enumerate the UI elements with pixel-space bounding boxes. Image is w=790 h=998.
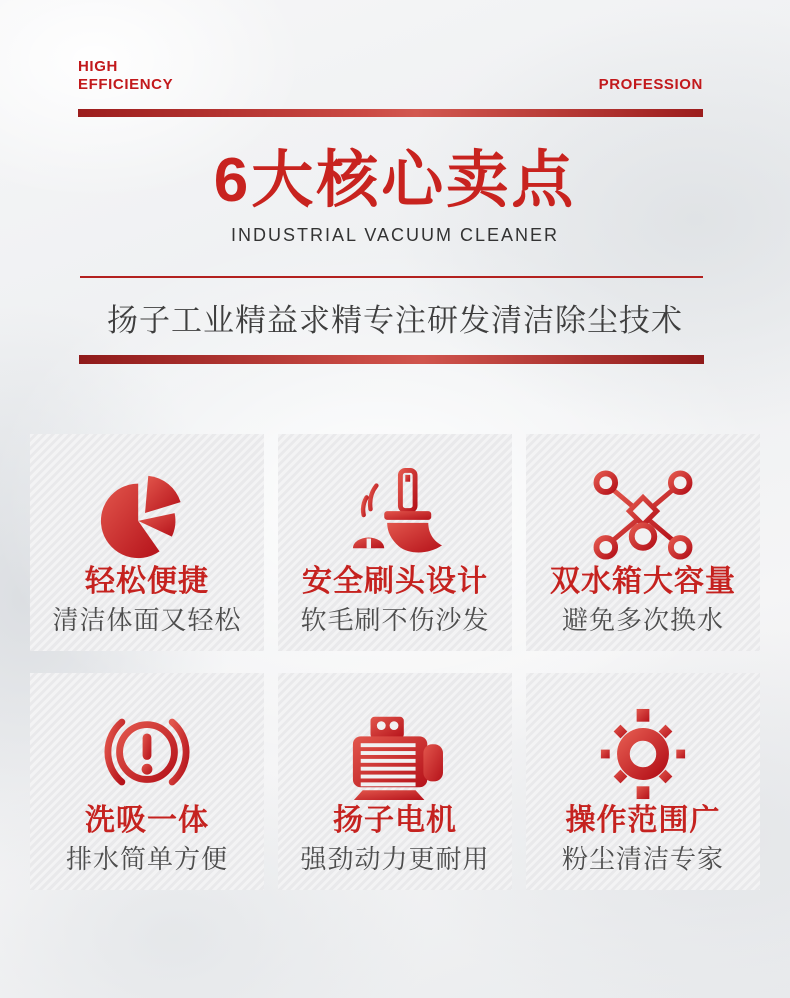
feature-desc: 粉尘清洁专家 bbox=[561, 844, 724, 874]
feature-card-wash-suction bbox=[30, 673, 264, 890]
feature-card-dual-tank bbox=[526, 434, 760, 651]
pie-chart-icon bbox=[91, 468, 203, 562]
page-title: 6大核心卖点 bbox=[213, 146, 577, 215]
bottom-divider-bar bbox=[79, 355, 704, 364]
feature-title: 操作范围广 bbox=[565, 804, 721, 837]
feature-title: 安全刷头设计 bbox=[302, 565, 488, 598]
feature-desc: 避免多次换水 bbox=[561, 605, 724, 635]
feature-title: 轻松便捷 bbox=[85, 565, 209, 598]
brush-icon bbox=[339, 468, 451, 562]
dual-tank-network-icon bbox=[587, 468, 699, 562]
feature-title: 扬子电机 bbox=[333, 804, 457, 837]
page-subtitle: INDUSTRIAL VACUUM CLEANER bbox=[230, 225, 560, 245]
feature-card-motor bbox=[278, 673, 512, 890]
motor-icon bbox=[339, 707, 451, 801]
tagline: 扬子工业精益求精专注研发清洁除尘技术 bbox=[107, 303, 683, 338]
feature-desc: 软毛刷不伤沙发 bbox=[300, 605, 490, 635]
features-grid bbox=[30, 434, 760, 890]
feature-card-range bbox=[526, 673, 760, 890]
high-efficiency-line1: HIGH bbox=[78, 58, 118, 75]
high-efficiency-line2: EFFICIENCY bbox=[78, 76, 174, 93]
feature-desc: 排水简单方便 bbox=[65, 844, 228, 874]
thin-divider bbox=[80, 276, 703, 278]
profession-badge: PROFESSION bbox=[598, 76, 703, 93]
feature-desc: 强劲动力更耐用 bbox=[300, 844, 490, 874]
feature-card-easy bbox=[30, 434, 264, 651]
feature-title: 洗吸一体 bbox=[85, 804, 209, 837]
high-efficiency-badge bbox=[78, 58, 173, 94]
feature-title: 双水箱大容量 bbox=[550, 565, 736, 598]
feature-card-brush bbox=[278, 434, 512, 651]
brake-alert-icon bbox=[91, 707, 203, 801]
top-divider-bar bbox=[78, 109, 703, 117]
sun-burst-icon bbox=[587, 707, 699, 801]
feature-desc: 清洁体面又轻松 bbox=[52, 605, 242, 635]
